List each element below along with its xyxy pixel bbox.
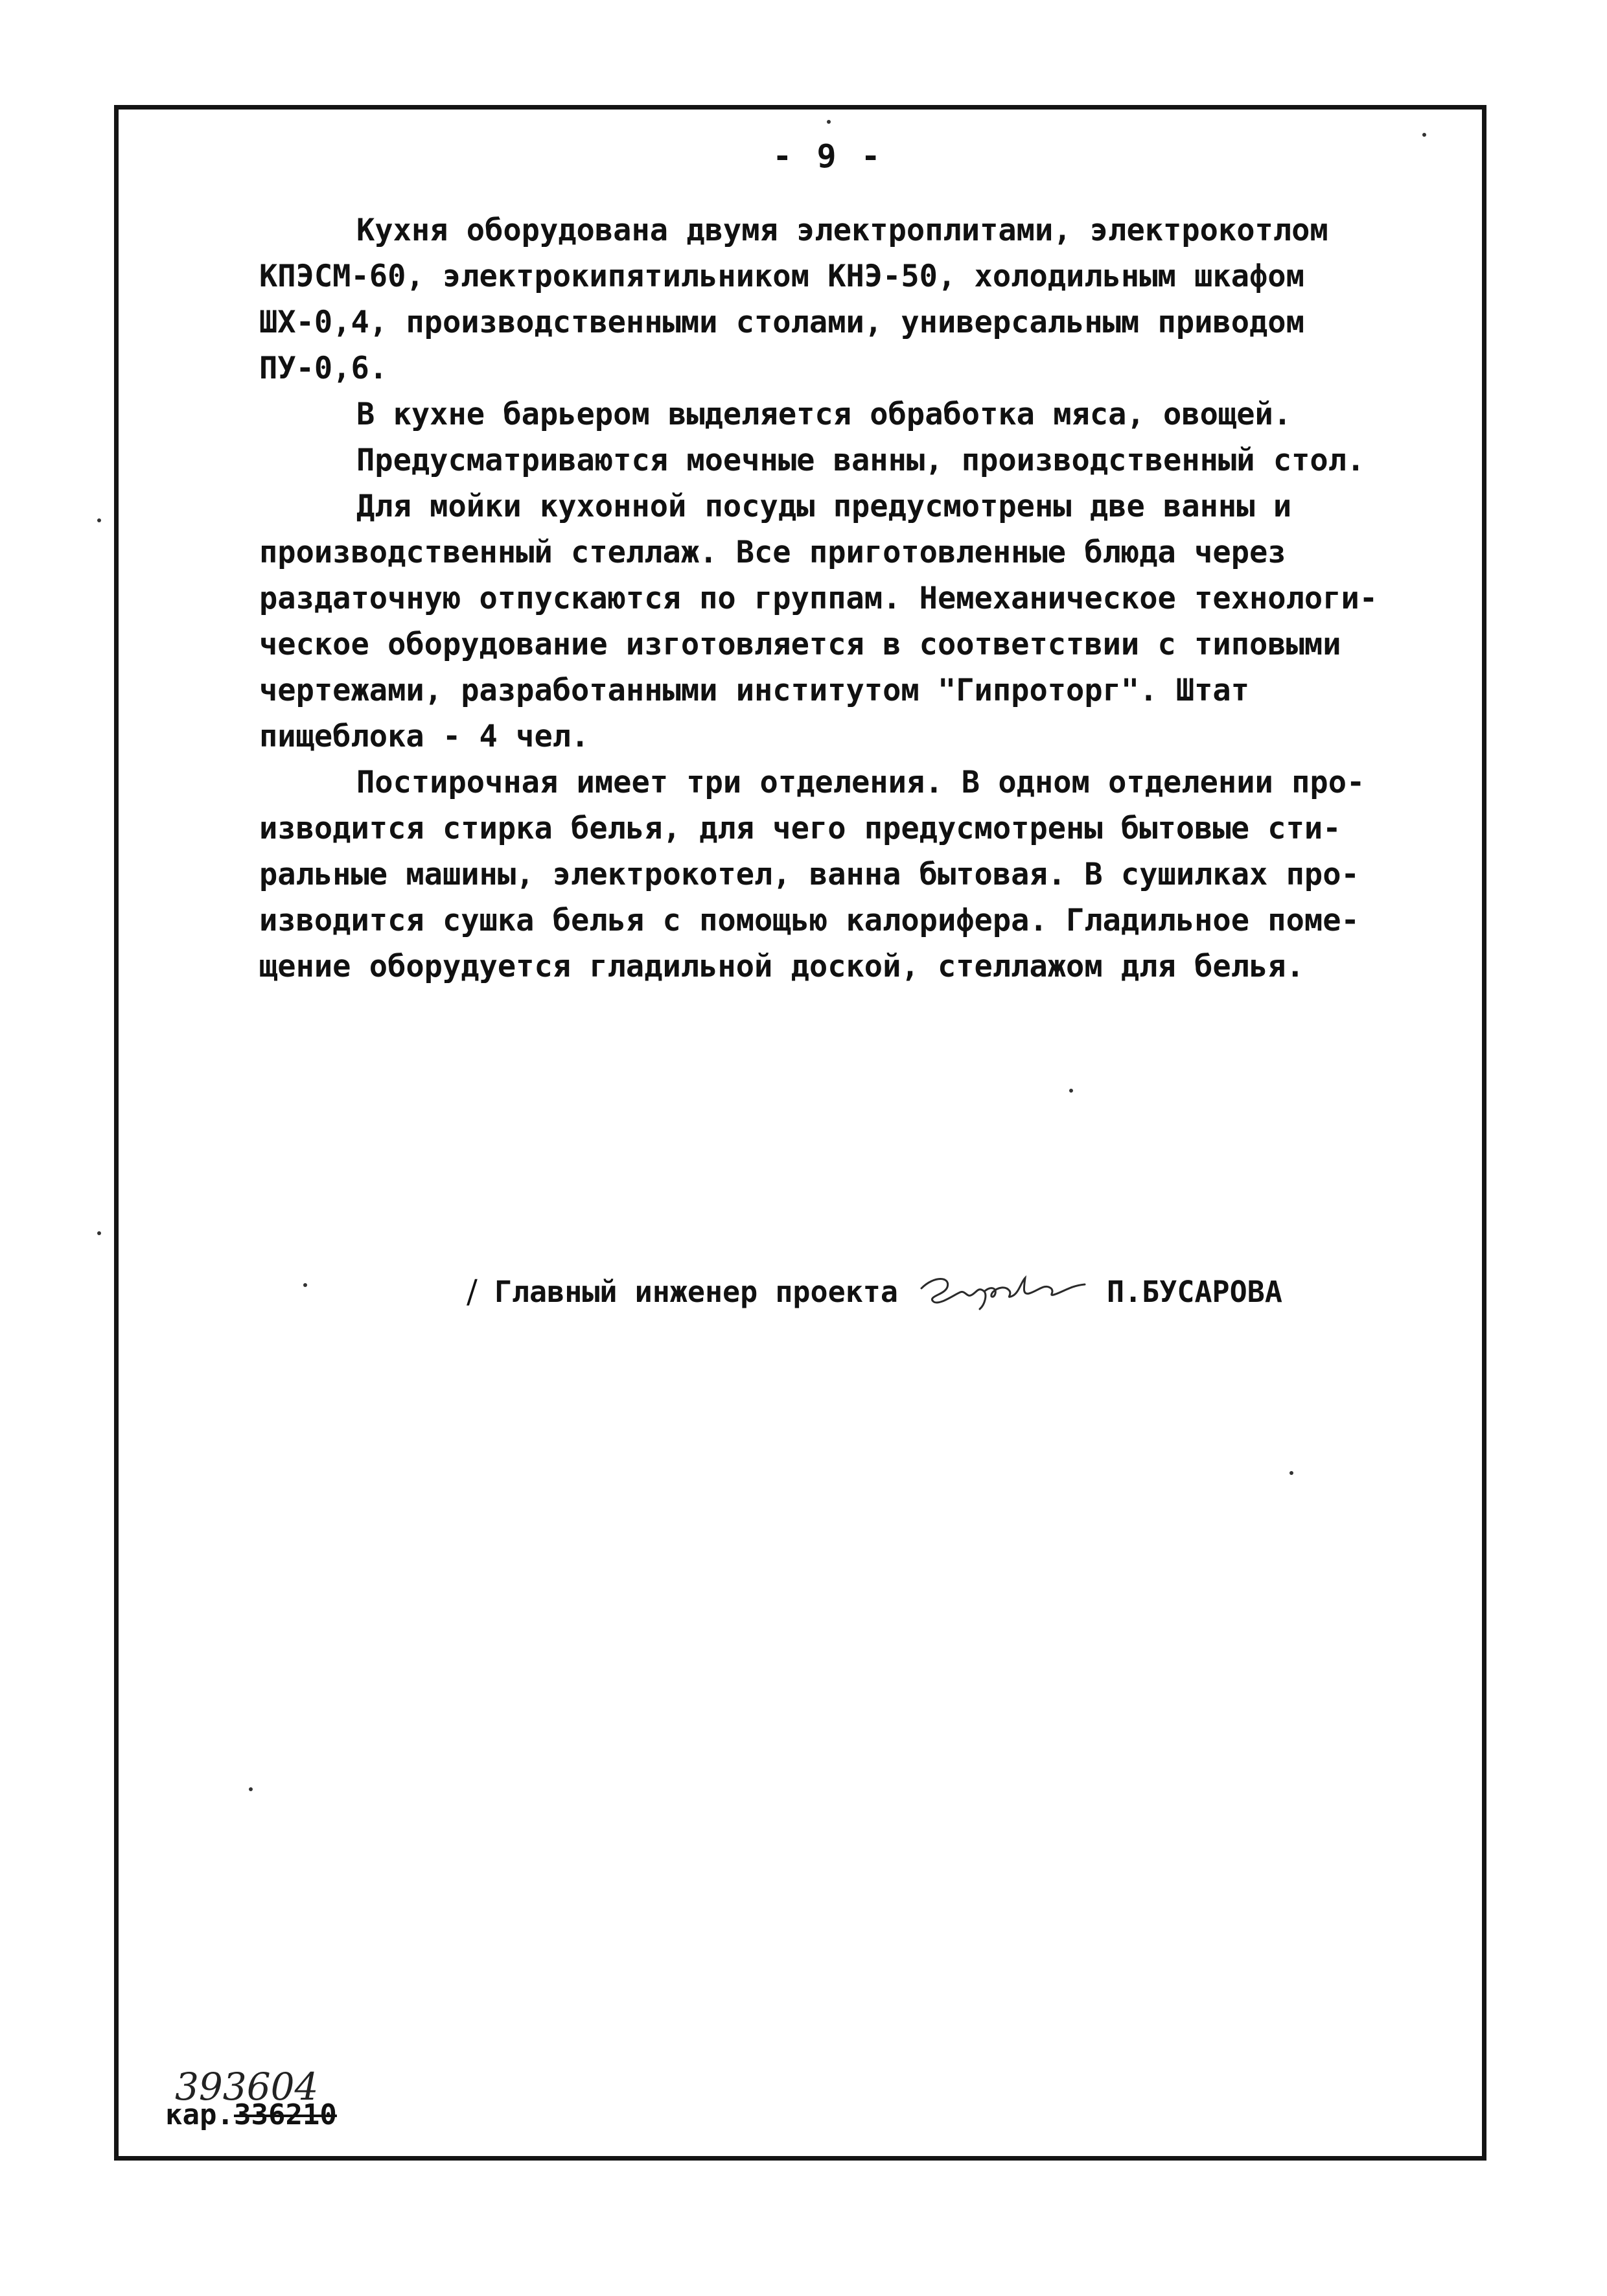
card-label: кар.	[165, 2098, 234, 2131]
paragraph-kitchen-equipment: Кухня оборудована двумя электроплитами, электрокотлом КПЭСМ-60, электрокипятильником КНЭ-50, холодильным шкафом ШХ-0,4, производственными столами, универсальным приводом ПУ-0,6.	[259, 213, 1328, 386]
inventory-number: 393604	[175, 2065, 319, 2109]
signature-position: Главный инженер проекта	[494, 1274, 898, 1309]
paragraph-washing-baths: Предусматриваются моечные ванны, производственный стол.	[356, 443, 1365, 478]
document-body	[259, 207, 1464, 990]
scan-speck	[97, 1231, 101, 1235]
scan-speck	[249, 1787, 253, 1791]
signatory-name: П.БУСАРОВА	[1106, 1274, 1282, 1309]
scan-speck	[1069, 1089, 1073, 1093]
scan-speck	[827, 120, 831, 124]
signature-line	[467, 1269, 1387, 1314]
paragraph-laundry: Постирочная имеет три отделения. В одном отделении про- изводится стирка белья, для чего предусмотрены бытовые сти- ральные машины, электрокотел, ванна бытовая. В сушилках про- изводится сушка белья с помощью калорифера. Гладильное поме- щение оборудуется гладильной доской, стеллажом для белья.	[259, 765, 1365, 984]
signature-tick-mark: /	[467, 1273, 478, 1310]
card-number-struck: 336210	[233, 2098, 337, 2131]
scan-speck	[303, 1283, 307, 1287]
scan-speck	[1289, 1471, 1293, 1475]
handwritten-signature	[915, 1269, 1090, 1314]
paragraph-kitchen-barrier: В кухне барьером выделяется обработка мяса, овощей.	[356, 397, 1292, 432]
page-number: - 9 -	[772, 137, 883, 175]
paragraph-dishwashing: Для мойки кухонной посуды предусмотрены две ванны и производственный стеллаж. Все приготовленные блюда через раздаточную отпускаются по группам. Немеханическое технологи- ческое оборудование изготовляется в соответствии с типовыми чертежами, разработанными институтом "Гипроторг". Штат пищеблока - 4 чел.	[259, 489, 1378, 754]
scan-speck	[1422, 133, 1426, 137]
card-number-line	[165, 2098, 337, 2131]
scan-speck	[97, 518, 101, 522]
